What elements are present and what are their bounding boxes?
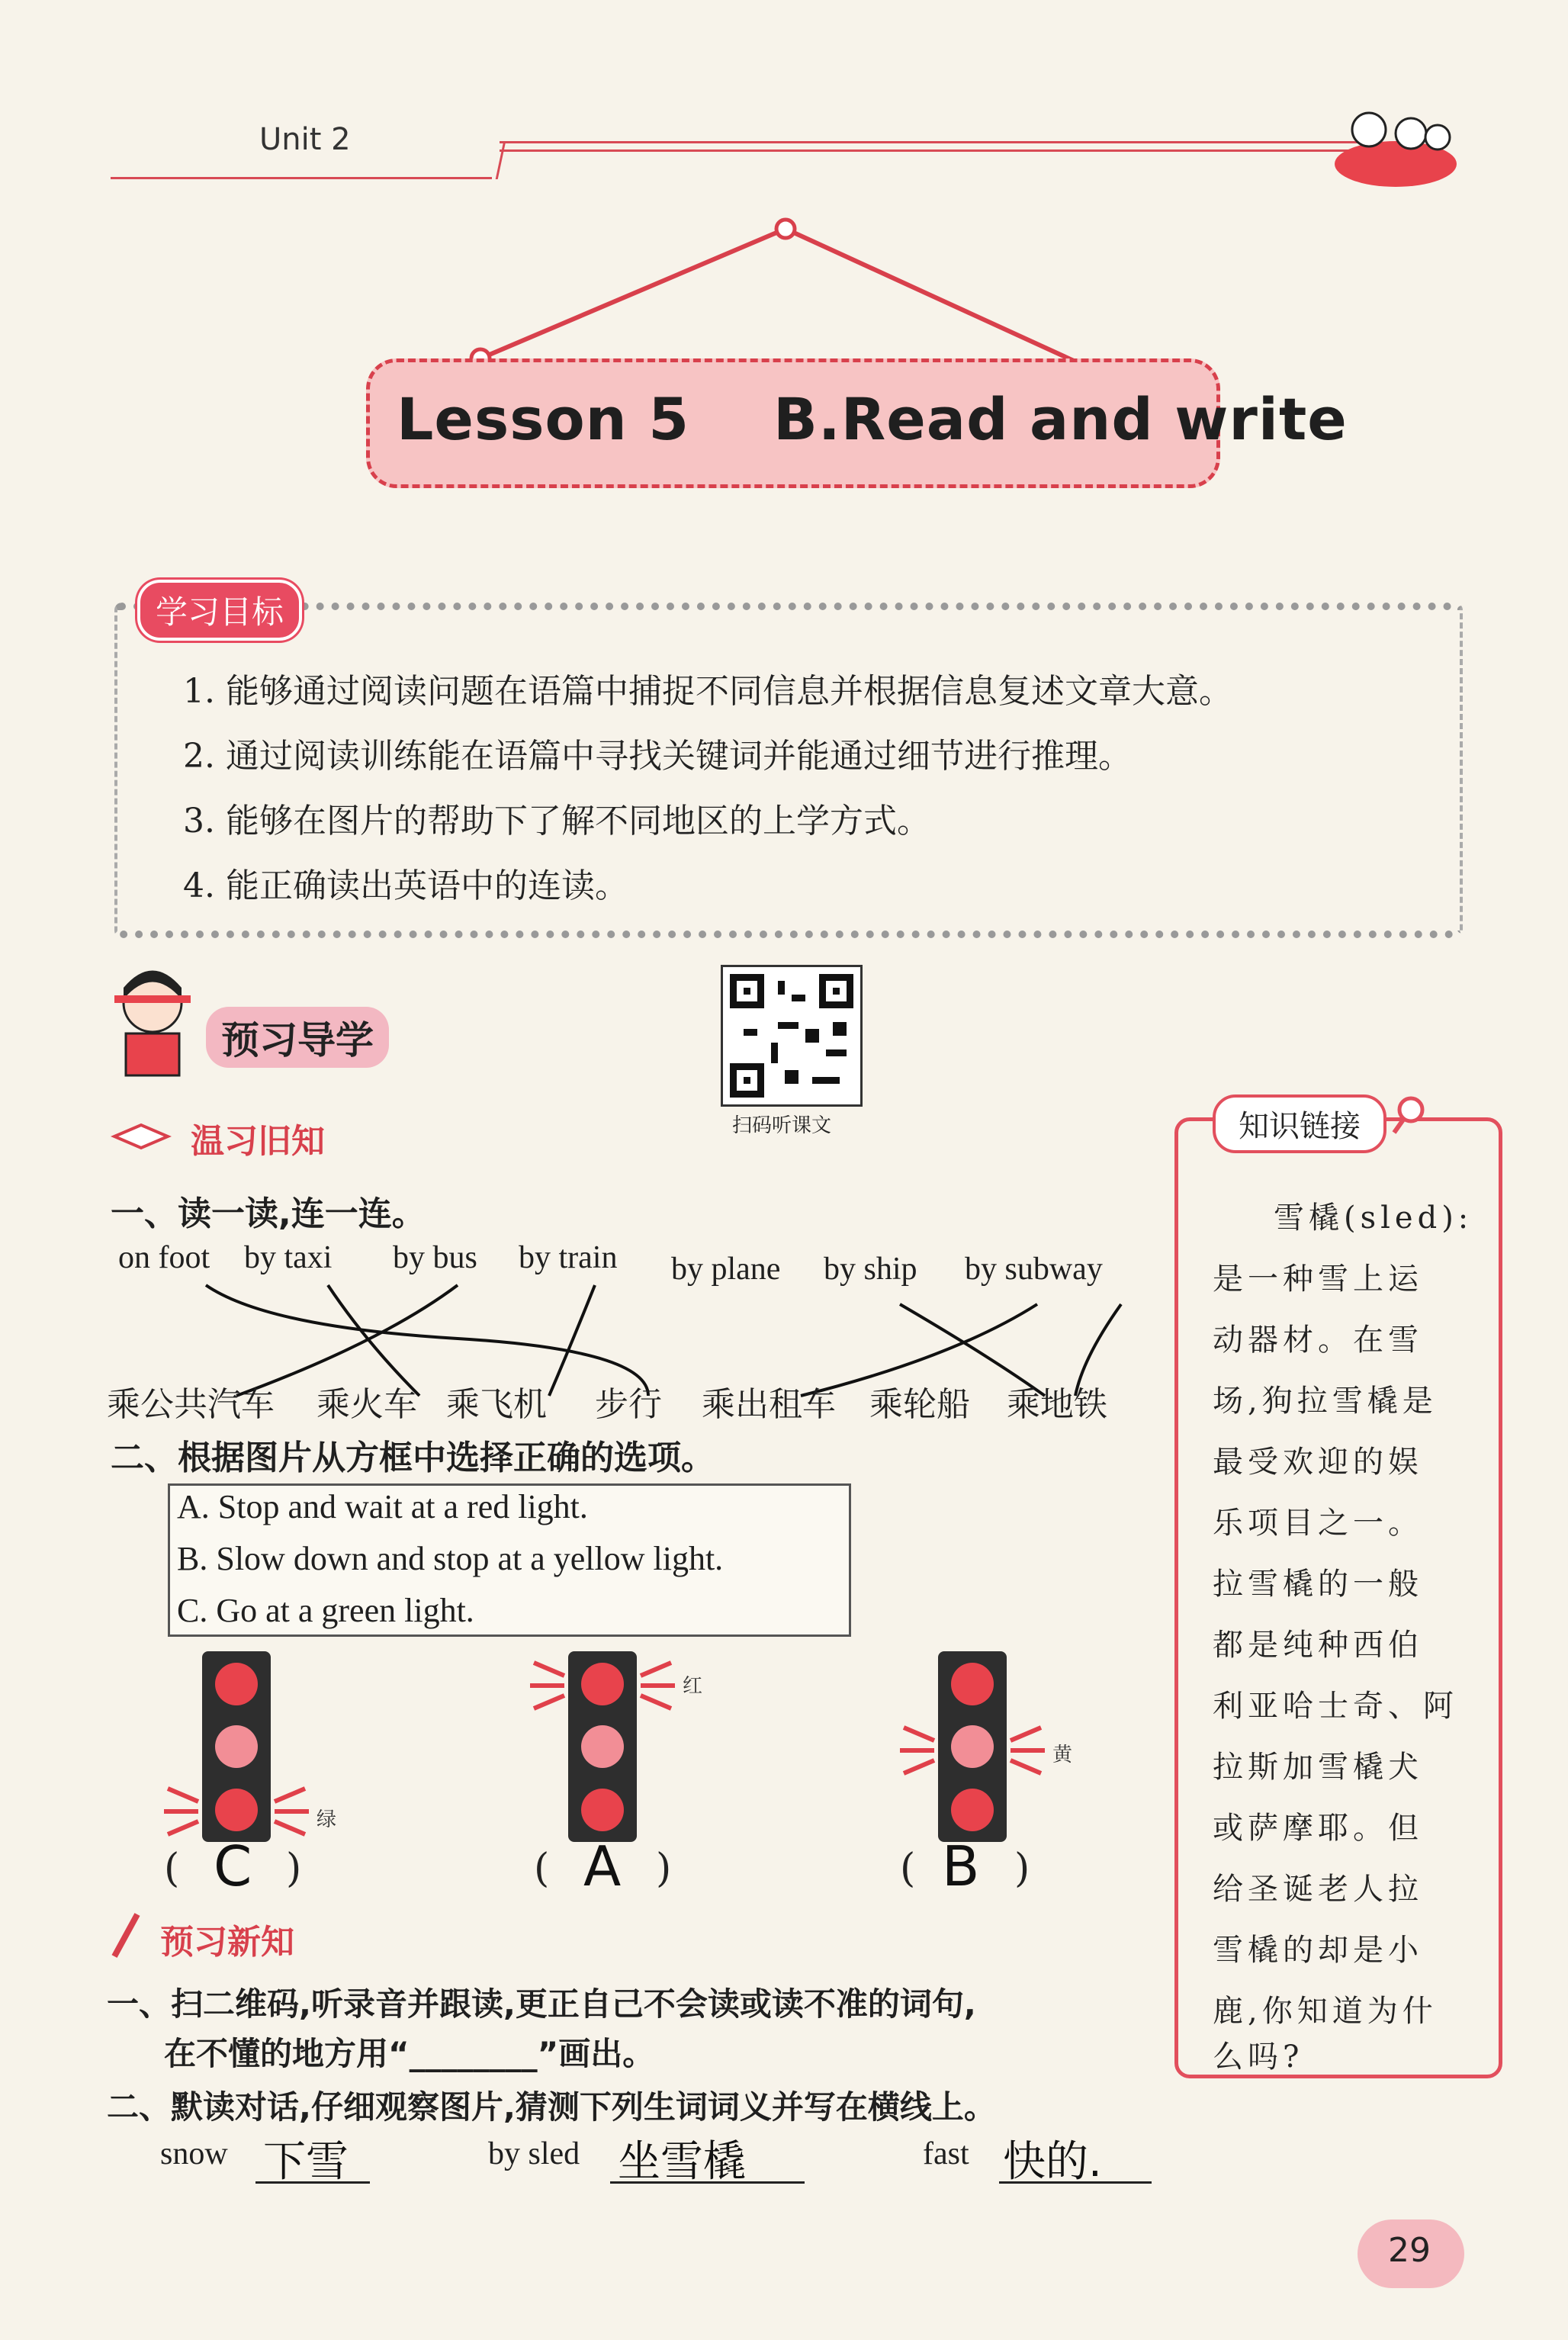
cartoon-kids-boat-icon: [1327, 92, 1464, 191]
light-rays-icon: [526, 1651, 679, 1712]
vocab-answer: 坐雪橇: [618, 2137, 746, 2187]
answer-handwritten: A: [583, 1834, 622, 1898]
new-task1-line1: 一、扫二维码,听录音并跟读,更正自己不会读或读不准的词句,: [107, 1985, 976, 2023]
light-rays-icon: [896, 1716, 1049, 1777]
option-line: C. Go at a green light.: [177, 1592, 474, 1629]
side-line: 拉雪橇的一般: [1213, 1567, 1423, 1602]
english-option: by train: [519, 1240, 618, 1275]
light-label: 红: [683, 1675, 703, 1698]
side-line: 么吗?: [1213, 2039, 1304, 2075]
vocab-word: fast: [923, 2136, 969, 2171]
preview-heading: 预习导学: [206, 1007, 389, 1068]
answer-paren: ): [1014, 1846, 1030, 1892]
side-line: 都是纯种西伯: [1213, 1628, 1423, 1663]
chinese-option: 乘公共汽车: [107, 1385, 275, 1424]
banner-hanger: [458, 214, 1144, 381]
unit-label: Unit 2: [259, 122, 351, 157]
english-option: on foot: [118, 1240, 210, 1275]
light-rays-icon: [160, 1777, 313, 1838]
goal-item: 2. 通过阅读训练能在语篇中寻找关键词并能通过细节进行推理。: [183, 737, 1132, 776]
new-task2: 二、默读对话,仔细观察图片,猜测下列生词词义并写在横线上。: [107, 2088, 996, 2126]
side-line: 利亚哈士奇、阿: [1213, 1689, 1458, 1724]
new-task1-line2: 在不懂的地方用“________”画出。: [164, 2035, 655, 2072]
option-line: A. Stop and wait at a red light.: [177, 1488, 588, 1525]
magnifier-icon: [1388, 1091, 1434, 1136]
header-rule: [500, 141, 1377, 143]
english-option: by plane: [671, 1252, 781, 1287]
page-number: 29: [1388, 2231, 1431, 2270]
answer-paren: (: [164, 1846, 180, 1892]
side-line: 拉斯加雪橇犬: [1213, 1750, 1423, 1785]
answer-paren: (: [900, 1846, 916, 1892]
reading-girl-icon: [107, 969, 198, 1083]
answer-handwritten: C: [214, 1834, 252, 1898]
goal-item: 3. 能够在图片的帮助下了解不同地区的上学方式。: [183, 802, 930, 841]
header-divider: [450, 141, 506, 179]
option-line: B. Slow down and stop at a yellow light.: [177, 1540, 724, 1577]
header-rule: [500, 149, 1377, 152]
side-line: 场,狗拉雪橇是: [1213, 1384, 1438, 1419]
chinese-option: 乘飞机: [446, 1385, 547, 1424]
answer-handwritten: B: [942, 1834, 980, 1898]
side-line: 鹿,你知道为什: [1213, 1994, 1438, 2029]
vocab-answer: 下雪: [263, 2137, 349, 2187]
light-label: 绿: [316, 1808, 337, 1831]
side-line: 雪橇的却是小: [1213, 1933, 1423, 1968]
answer-paren: ): [656, 1846, 672, 1892]
english-option: by bus: [393, 1240, 477, 1275]
side-line: 动器材。在雪: [1213, 1323, 1423, 1358]
goal-item: 1. 能够通过阅读问题在语篇中捕捉不同信息并根据信息复述文章大意。: [183, 672, 1232, 711]
side-line: 雪橇(sled):: [1274, 1201, 1473, 1236]
goal-item: 4. 能正确读出英语中的连读。: [183, 866, 628, 905]
light-label: 黄: [1052, 1744, 1073, 1766]
english-option: by taxi: [244, 1240, 333, 1275]
vocab-word: by sled: [488, 2136, 580, 2171]
goals-tag: 学习目标: [137, 580, 302, 641]
review-heading: 温习旧知: [191, 1122, 325, 1161]
answer-paren: (: [534, 1846, 550, 1892]
chinese-option: 乘火车: [316, 1385, 417, 1424]
task1-heading: 一、读一读,连一连。: [111, 1194, 426, 1233]
english-option: by ship: [824, 1252, 917, 1287]
chinese-option: 乘地铁: [1007, 1385, 1107, 1424]
chinese-option: 乘出租车: [702, 1385, 836, 1424]
chinese-option: 乘轮船: [869, 1385, 970, 1424]
qr-caption: 扫码听课文: [732, 1114, 832, 1137]
task2-heading: 二、根据图片从方框中选择正确的选项。: [111, 1438, 715, 1477]
english-option: by subway: [965, 1252, 1103, 1287]
side-line: 是一种雪上运: [1213, 1262, 1423, 1297]
side-line: 乐项目之一。: [1213, 1506, 1423, 1541]
chinese-option: 步行: [595, 1385, 662, 1424]
header-rule: [111, 177, 492, 179]
answer-paren: ): [286, 1846, 302, 1892]
lesson-title: Lesson 5 B.Read and write: [397, 385, 1348, 453]
vocab-answer: 快的.: [1003, 2137, 1102, 2187]
side-line: 给圣诞老人拉: [1213, 1872, 1423, 1907]
pencil-icon: [107, 1911, 145, 1964]
book-icon: [111, 1117, 172, 1156]
vocab-word: snow: [160, 2136, 228, 2171]
qr-code-icon[interactable]: [721, 965, 863, 1107]
new-knowledge-heading: 预习新知: [160, 1923, 294, 1962]
knowledge-link-tag: 知识链接: [1213, 1094, 1386, 1153]
side-line: 或萨摩耶。但: [1213, 1811, 1423, 1846]
side-line: 最受欢迎的娱: [1213, 1445, 1423, 1480]
